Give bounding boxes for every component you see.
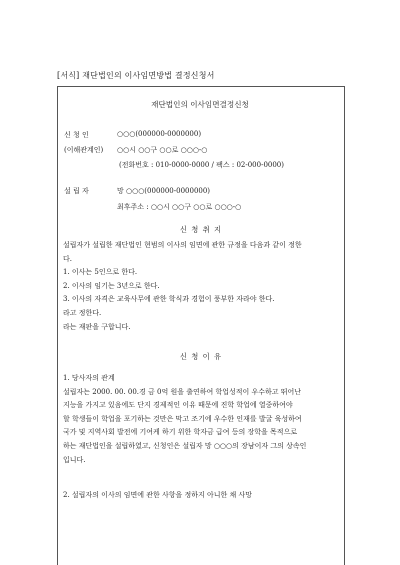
applicant-name: ○○○(000000-0000000) <box>117 130 202 138</box>
purpose-item: 2. 이사의 임기는 3년으로 한다. <box>63 281 160 290</box>
founder-address: 최후주소 : ○○시 ○○구 ○○로 ○○○-○ <box>117 203 242 211</box>
document-title: 재단법인의 이사임면결정신청 <box>151 100 249 109</box>
founder-name: 망 ○○○(000000-0000000) <box>117 187 211 195</box>
reasons-line: 설립자는 2000. 00. 00.경 금 0억 원을 출연하여 학업성적이 우수하고 뛰어난 <box>63 387 302 396</box>
reasons-line: 지능을 가지고 있음에도 단지 경제적인 이유 때문에 진학 학업에 열중하여야 <box>63 401 293 410</box>
purpose-intro-line: 다. <box>63 254 72 263</box>
purpose-item: 1. 이사는 5인으로 한다. <box>63 268 138 277</box>
reasons-line: 하는 재단법인을 설립하였고, 신청인은 설립자 망 ○○○의 장남이자 그의 상속인 <box>63 441 307 450</box>
applicant-label: 신 청 인 <box>64 131 89 139</box>
applicant-contact: (전화번호 : 010-0000-0000 / 팩스 : 02-000-0000) <box>119 161 284 169</box>
purpose-body <box>63 239 339 334</box>
reasons-body <box>63 372 339 467</box>
purpose-closing: 라는 재판을 구합니다. <box>63 322 131 331</box>
reasons-line: 입니다. <box>63 455 86 464</box>
purpose-closing: 라고 정한다. <box>63 308 102 317</box>
reasons-line: 할 학생들이 학업을 포기하는 것만은 막고 조기에 우수한 인재를 발굴 육성하여 <box>63 414 302 423</box>
reasons-subtitle: 1. 당사자의 관계 <box>63 374 115 382</box>
relation-label: (이해관계인) <box>64 146 104 154</box>
form-caption: [서식] 재단법인의 이사임면방법 결정신청서 <box>57 71 215 80</box>
reasons-subtitle-2: 2. 설립자의 이사의 임면에 관한 사항을 정하지 아니한 채 사망 <box>63 491 252 499</box>
reasons-heading: 신 청 이 유 <box>179 352 223 361</box>
reasons-line: 국가 및 지역사회 발전에 기여케 하기 위한 학자금 급여 등의 장학을 목적으로 <box>63 428 298 437</box>
purpose-heading: 신 청 취 지 <box>179 225 223 234</box>
purpose-intro-line: 설립자가 설립한 재단법인 현범의 이사의 임면에 관한 규정을 다음과 같이 정한 <box>63 241 302 249</box>
applicant-address: ○○시 ○○구 ○○로 ○○○-○ <box>117 146 208 154</box>
purpose-item: 3. 이사의 자격은 교육사무에 관한 학식과 경험이 풍부한 자라야 한다. <box>63 295 275 304</box>
founder-label: 설 립 자 <box>64 187 89 195</box>
